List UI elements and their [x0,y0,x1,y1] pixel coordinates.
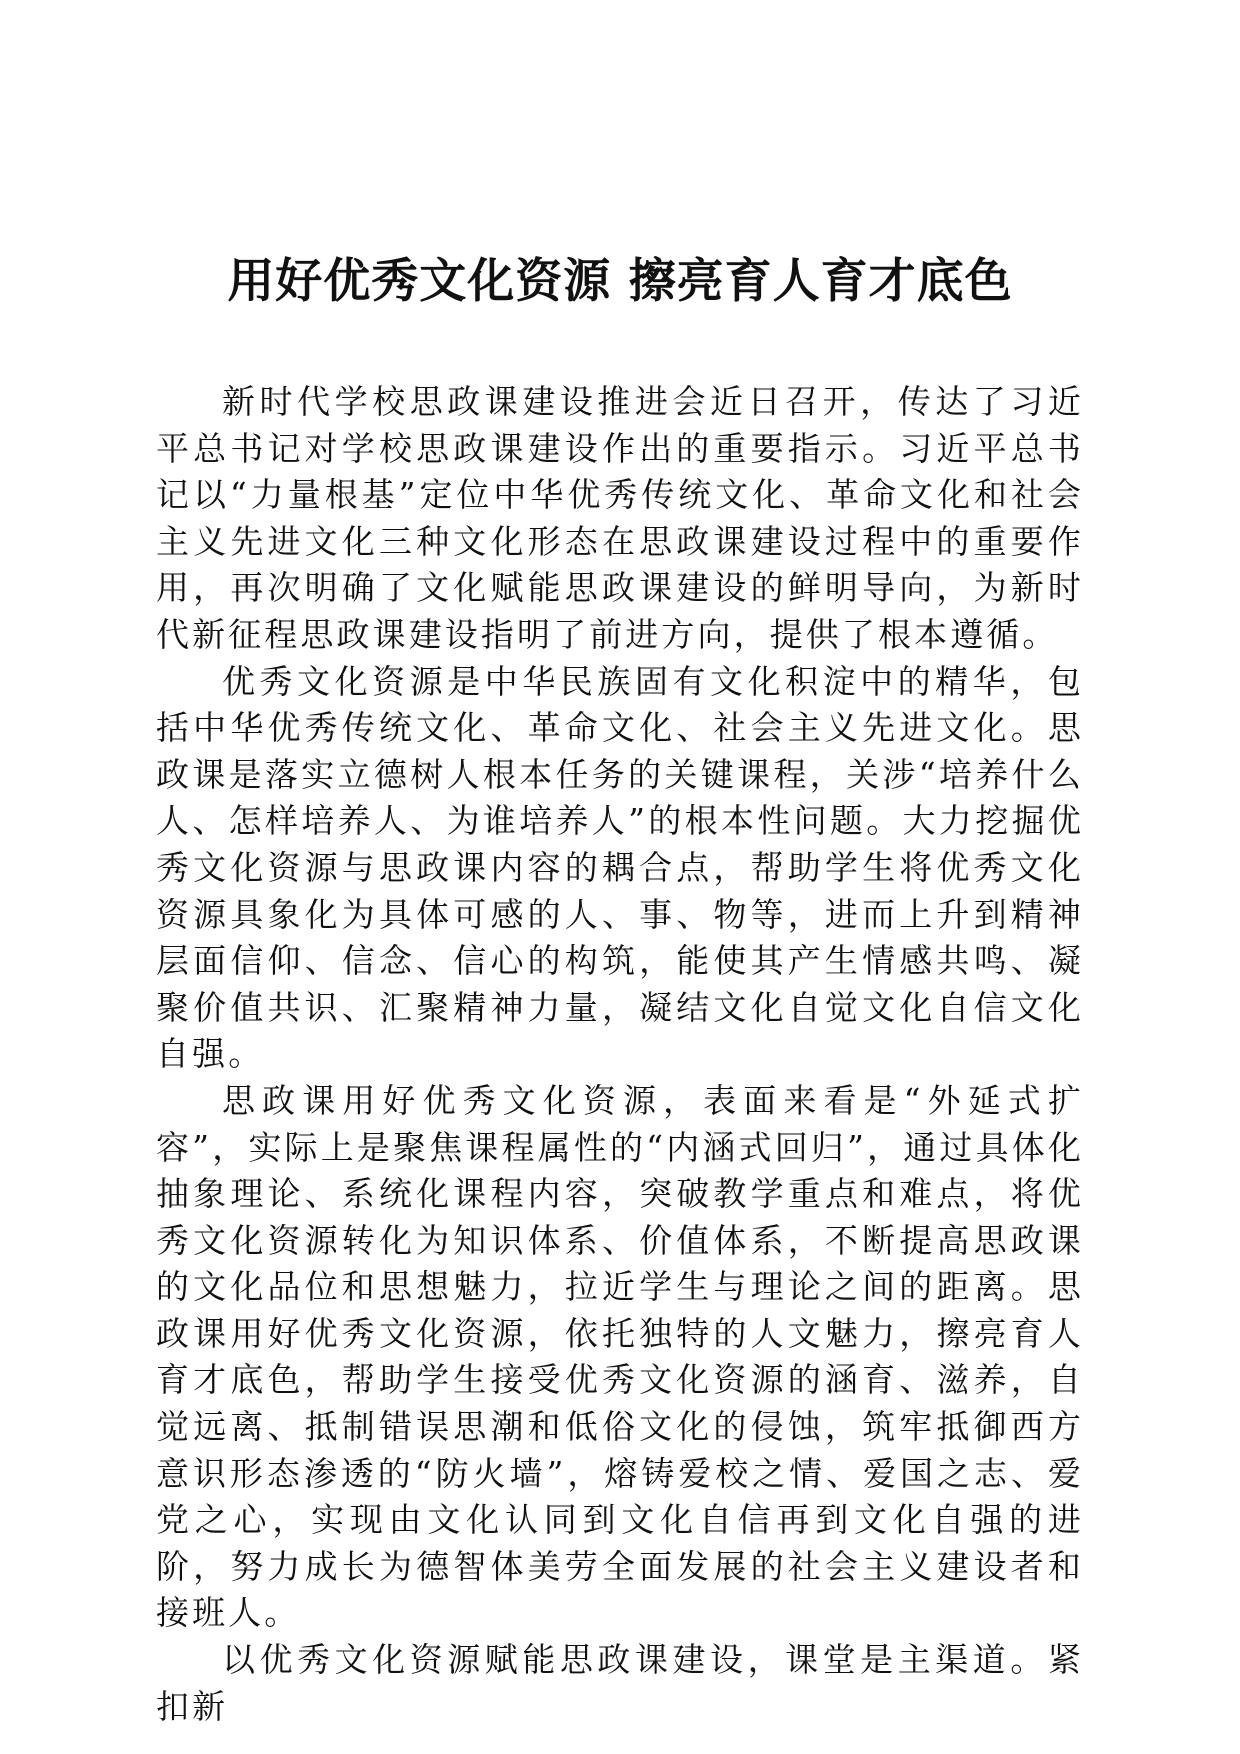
article-body [156,379,1084,1730]
paragraph-3: 思政课用好优秀文化资源，表面来看是“外延式扩容”，实际上是聚焦课程属性的“内涵式回归”，通过具体化抽象理论、系统化课程内容，突破教学重点和难点，将优秀文化资源转化为知识体系、价值体系，不断提高思政课的文化品位和思想魅力，拉近学生与理论之间的距离。思政课用好优秀文化资源，依托独特的人文魅力，擦亮育人育才底色，帮助学生接受优秀文化资源的涵育、滋养，自觉远离、抵制错误思潮和低俗文化的侵蚀，筑牢抵御西方意识形态渗透的“防火墙”，熔铸爱校之情、爱国之志、爱党之心，实现由文化认同到文化自信再到文化自强的进阶，努力成长为德智体美劳全面发展的社会主义建设者和接班人。 [156,1080,1084,1633]
paragraph-4: 以优秀文化资源赋能思政课建设，课堂是主渠道。紧扣新 [156,1640,1084,1726]
article-title: 用好优秀文化资源 擦亮育人育才底色 [227,254,1013,309]
paragraph-1: 新时代学校思政课建设推进会近日召开，传达了习近平总书记对学校思政课建设作出的重要指示。习近平总书记以“力量根基”定位中华优秀传统文化、革命文化和社会主义先进文化三种文化形态在思政课建设过程中的重要作用，再次明确了文化赋能思政课建设的鲜明导向，为新时代新征程思政课建设指明了前进方向，提供了根本遵循。 [156,382,1084,654]
paragraph-2: 优秀文化资源是中华民族固有文化积淀中的精华，包括中华优秀传统文化、革命文化、社会主义先进文化。思政课是落实立德树人根本任务的关键课程，关涉“培养什么人、怎样培养人、为谁培养人”的根本性问题。大力挖掘优秀文化资源与思政课内容的耦合点，帮助学生将优秀文化资源具象化为具体可感的人、事、物等，进而上升到精神层面信仰、信念、信心的构筑，能使其产生情感共鸣、凝聚价值共识、汇聚精神力量，凝结文化自觉文化自信文化自强。 [156,661,1084,1074]
